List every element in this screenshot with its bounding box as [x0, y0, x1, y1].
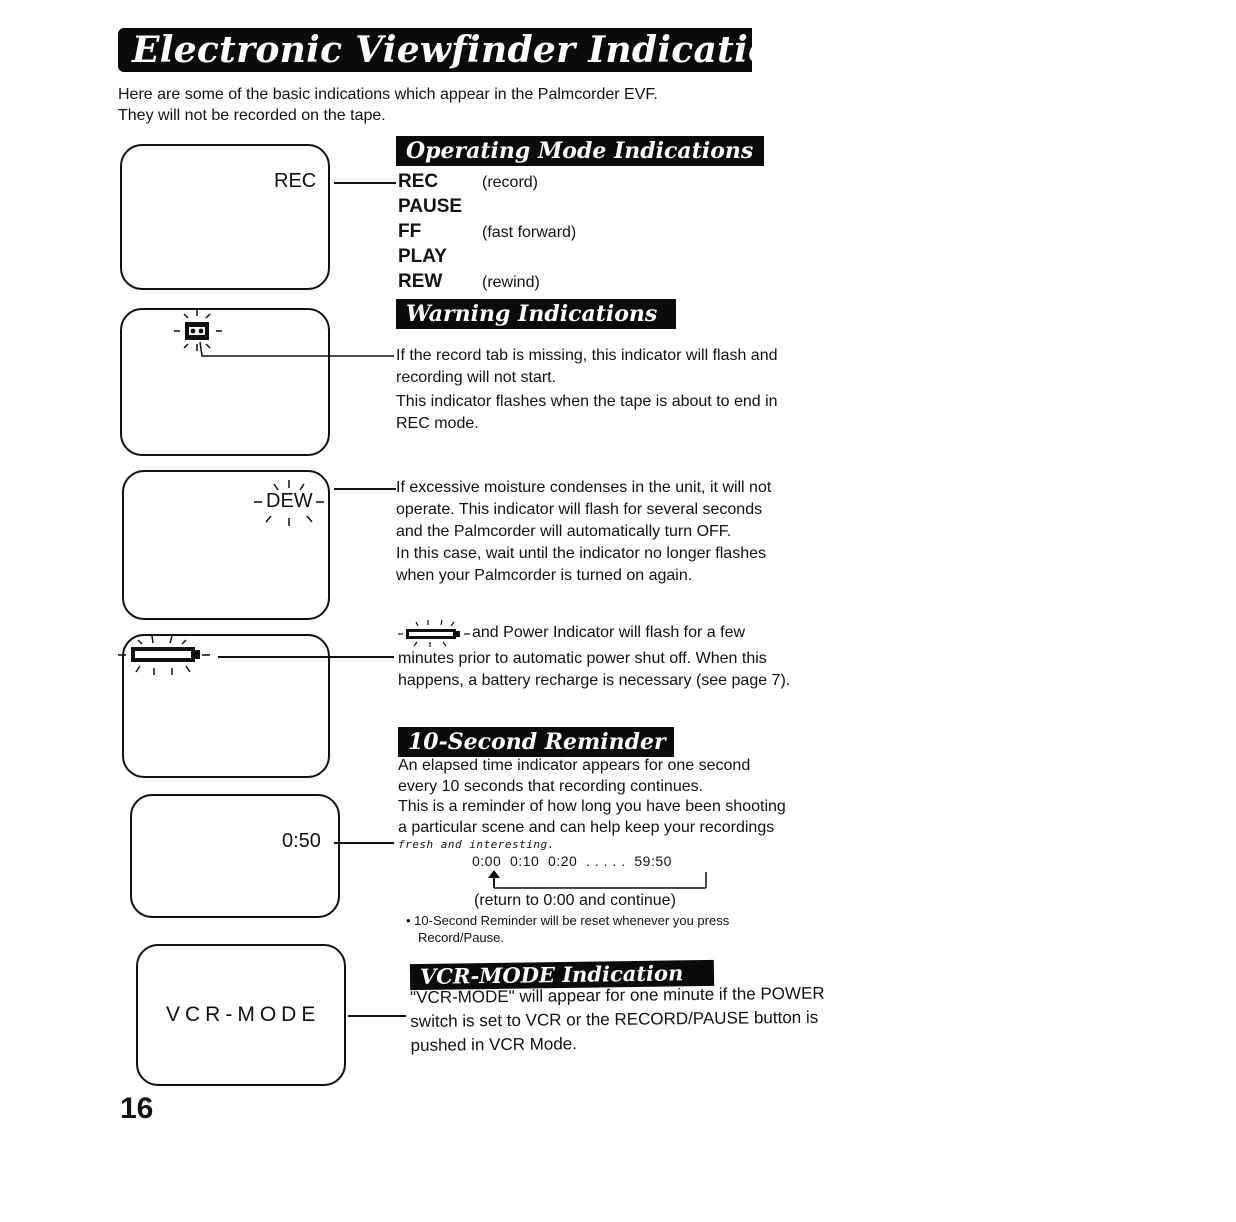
text-line: and the Palmcorder will automatically turn OFF. — [396, 523, 732, 540]
connector-line — [196, 340, 396, 360]
return-arrow-icon — [488, 868, 710, 892]
intro-line: Here are some of the basic indications which appear in the Palmcorder EVF. — [118, 86, 658, 103]
viewfinder-screen-reminder — [130, 794, 340, 918]
text-line: happens, a battery recharge is necessary (see page 7). — [398, 672, 791, 689]
screen-vcr-label: VCR-MODE — [166, 1003, 321, 1026]
text-line: • 10-Second Reminder will be reset whenever you press — [406, 913, 730, 928]
reminder-text — [398, 756, 786, 838]
text-line: a particular scene and can help keep your recordings — [398, 818, 775, 836]
text-line: Record/Pause. — [418, 930, 504, 945]
text-line: pushed in VCR Mode. — [410, 1034, 578, 1055]
battery-warning-text — [398, 648, 790, 692]
screen-dew-label: DEW — [266, 490, 313, 512]
intro-text — [118, 84, 658, 126]
text-line: This indicator flashes when the tape is about to end in — [396, 393, 778, 410]
text-line: when your Palmcorder is turned on again. — [396, 567, 693, 584]
text-line: operate. This indicator will flash for several seconds — [396, 501, 763, 518]
title-banner — [118, 28, 820, 72]
mode-desc: (fast forward) — [482, 224, 577, 241]
time-sequence: 0:00 0:10 0:20 . . . . . 59:50 — [472, 853, 672, 869]
text-line: REC mode. — [396, 415, 479, 432]
operating-heading: Operating Mode Indications — [406, 138, 754, 164]
reminder-heading-banner — [398, 727, 674, 757]
page-title: Electronic Viewfinder Indications — [132, 29, 820, 71]
connector-line — [334, 182, 396, 184]
text-line: If excessive moisture condenses in the unit, it will not — [396, 479, 772, 496]
connector-line — [348, 1015, 406, 1017]
battery-text-first: and Power Indicator will flash for a few — [472, 624, 746, 641]
viewfinder-screen-rec — [120, 144, 330, 290]
text-line: An elapsed time indicator appears for one second — [398, 757, 751, 774]
connector-line — [334, 842, 394, 844]
page-number: 16 — [120, 1092, 154, 1125]
intro-line: They will not be recorded on the tape. — [118, 107, 386, 124]
vcr-text — [410, 982, 825, 1058]
text-line: This is a reminder of how long you have been shooting — [398, 798, 786, 815]
screen-reminder-label: 0:50 — [282, 830, 321, 852]
text-line: every 10 seconds that recording continues. — [398, 777, 704, 795]
battery-inline-icon — [398, 620, 472, 648]
mode-code: PLAY — [398, 246, 447, 267]
text-line: recording will not start. — [396, 369, 557, 386]
reminder-heading: 10-Second Reminder — [408, 729, 666, 755]
handwritten-note: fresh and interesting. — [398, 838, 555, 851]
vcr-heading: VCR-MODE Indication — [419, 960, 684, 989]
text-line: In this case, wait until the indicator no longer flashes — [396, 545, 766, 562]
mode-code: REC — [398, 171, 439, 192]
tape-warning-text — [396, 345, 778, 435]
mode-desc: (rewind) — [482, 274, 540, 291]
text-line: switch is set to VCR or the RECORD/PAUSE button is — [410, 1007, 819, 1031]
battery-warning-icon — [116, 632, 216, 678]
warning-heading-banner — [396, 299, 676, 329]
connector-line — [218, 656, 394, 658]
dew-warning-text — [396, 477, 771, 587]
return-note: (return to 0:00 and continue) — [474, 892, 676, 909]
text-line: minutes prior to automatic power shut off. When this — [398, 650, 767, 667]
text-line: If the record tab is missing, this indicator will flash and — [396, 347, 778, 364]
mode-desc: (record) — [482, 174, 539, 191]
mode-code: REW — [398, 271, 443, 292]
operating-heading-banner — [396, 136, 764, 166]
text-line: "VCR-MODE" will appear for one minute if the POWER — [410, 983, 825, 1007]
screen-rec-label: REC — [274, 170, 317, 192]
mode-code: FF — [398, 221, 422, 242]
reminder-footnote — [406, 912, 729, 946]
warning-heading: Warning Indications — [406, 301, 658, 327]
connector-line — [334, 488, 396, 490]
mode-code: PAUSE — [398, 196, 463, 217]
